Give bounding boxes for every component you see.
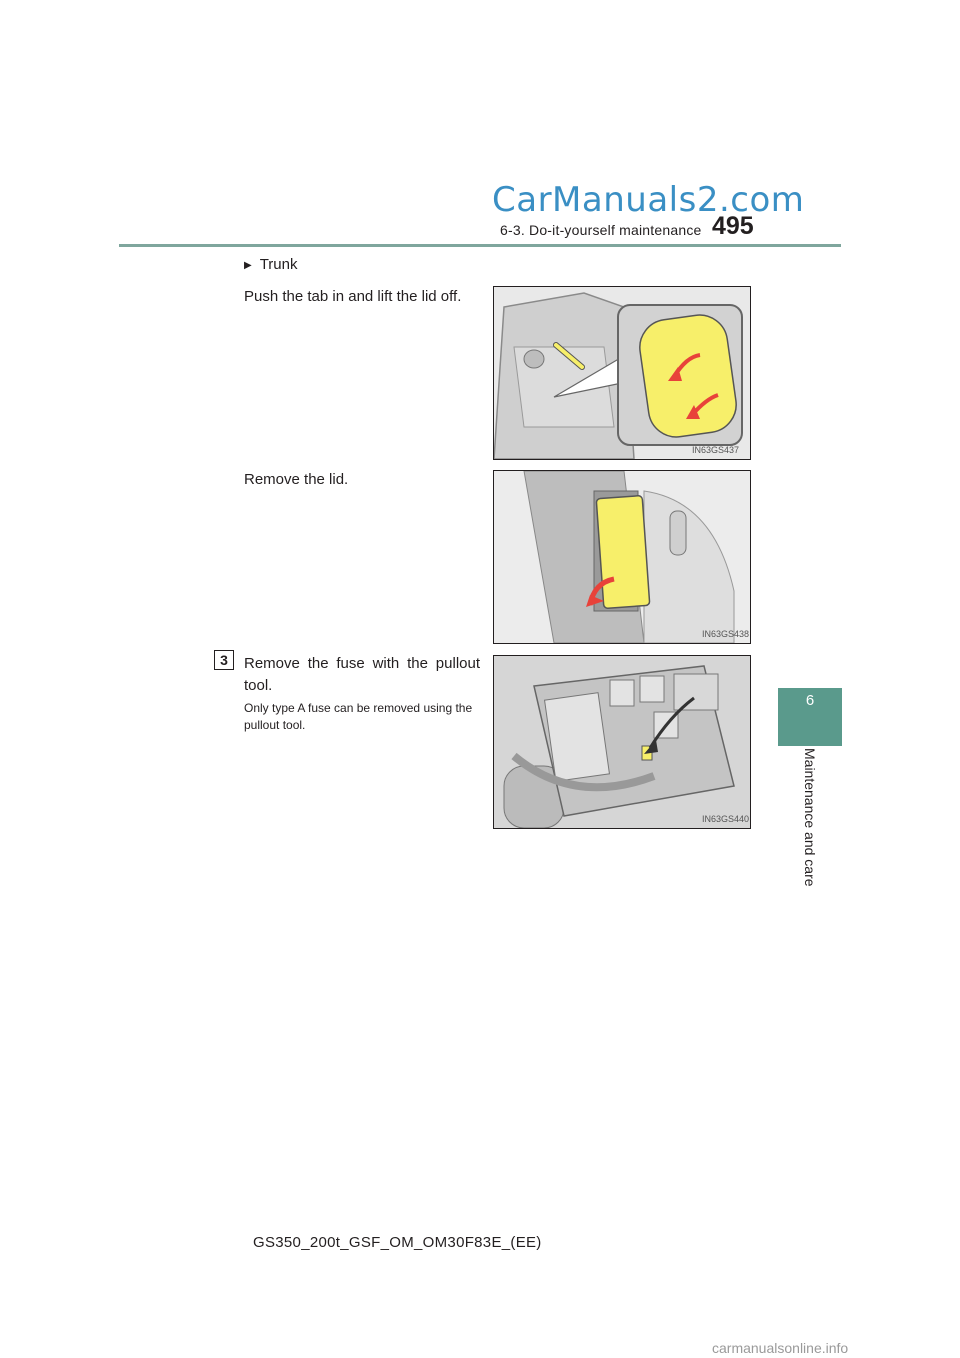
figure-trunk-lid-illustration [494, 287, 750, 459]
header-rule [119, 244, 841, 247]
figure-trunk-lid [493, 286, 751, 460]
watermark-logo: CarManuals2.com [492, 180, 805, 220]
page-number: 495 [712, 212, 754, 240]
step-remove-lid: Remove the lid. [244, 471, 349, 488]
watermark-footer: carmanualsonline.info [712, 1340, 849, 1356]
section-title: 6-3. Do-it-yourself maintenance [500, 222, 702, 238]
chapter-tab [778, 688, 842, 746]
step-note: Only type A fuse can be removed using the pullout tool. [244, 701, 473, 732]
figure-pullout-tool [493, 655, 751, 829]
step-remove-fuse: Remove the fuse with the pullout tool. [244, 655, 480, 694]
chapter-number: 6 [805, 692, 815, 709]
bullet-label: Trunk [259, 256, 298, 273]
figure-remove-lid-illustration [494, 471, 750, 643]
bullet-item [244, 256, 298, 273]
figure-pullout-tool-illustration [494, 656, 750, 828]
figure-remove-lid [493, 470, 751, 644]
figure-code: IN63GS438 [702, 629, 750, 639]
chapter-label: Maintenance and care [802, 748, 818, 887]
figure-code: IN63GS437 [692, 445, 740, 455]
document-id: GS350_200t_GSF_OM_OM30F83E_(EE) [253, 1234, 542, 1251]
step-push-tab: Push the tab in and lift the lid off. [244, 288, 462, 305]
figure-code: IN63GS440 [702, 814, 750, 824]
triangle-bullet-icon: ▶ [244, 260, 252, 271]
step-number: 3 [214, 650, 234, 670]
